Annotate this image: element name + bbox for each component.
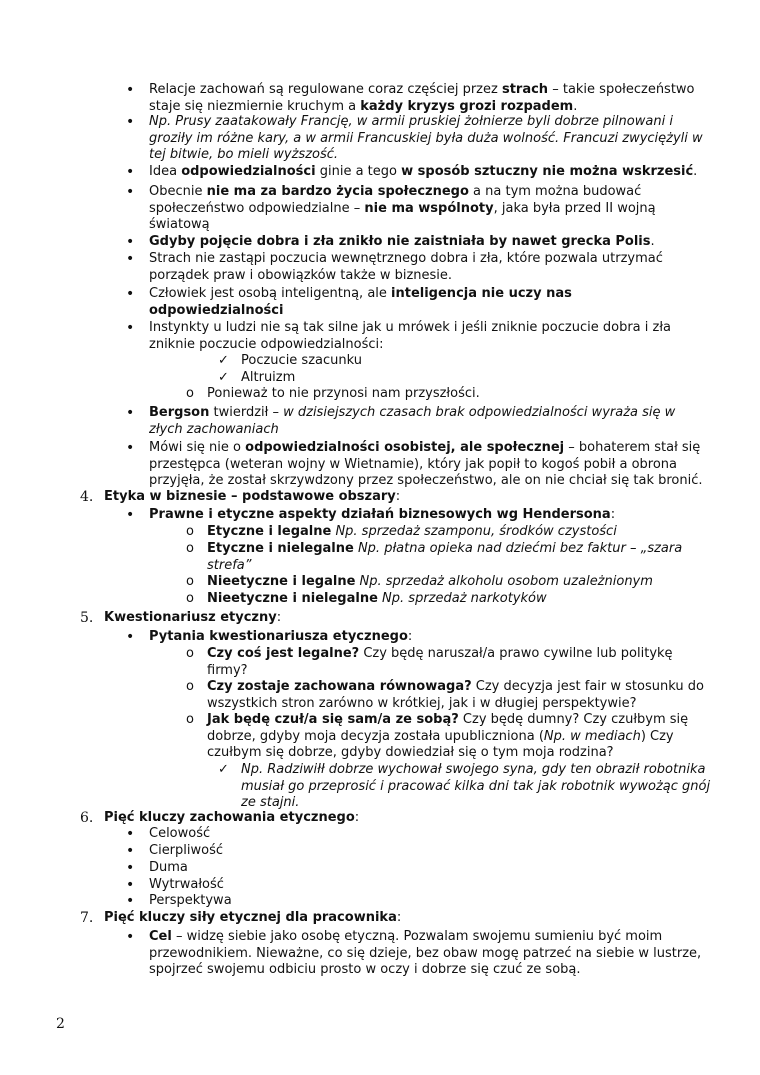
- check-icon: ✓: [218, 370, 229, 385]
- text-run: ginie a tego: [315, 164, 402, 179]
- sub-bullet-glyph: o: [186, 524, 194, 539]
- bold-text: w sposób sztuczny nie można wskrzesić: [401, 164, 694, 179]
- bullet-glyph: •: [126, 826, 135, 842]
- text-run: Relacje zachowań są regulowane coraz częściej przez: [149, 82, 502, 97]
- sub-item: [207, 679, 707, 712]
- text-run: .: [573, 98, 578, 114]
- text-run: Czy decyzja jest fair w stosunku do wszystkich stron zarówno w krótkiej, jak i w długiej perspektywie?: [207, 679, 704, 711]
- list-item: [149, 286, 709, 319]
- sub-item: Etyczne i nielegalne Np. płatna opieka nad dziećmi bez faktur – „szara strefa”: [207, 541, 683, 573]
- bullet-glyph: •: [126, 843, 135, 859]
- section-title: Etyka w biznesie – podstawowe obszary:: [104, 489, 401, 504]
- check-item: Altruizm: [241, 370, 296, 385]
- text-run: , jaka była przed II wojną światową: [149, 200, 656, 232]
- sub-item: Ponieważ to nie przynosi nam przyszłości.: [207, 386, 480, 401]
- list-item: [149, 82, 709, 115]
- text-run: Instynkty u ludzi nie są tak silne jak u mrówek i jeśli zniknie poczucie dobra i zła zniknie poczucie odpowiedzialności:: [149, 320, 671, 352]
- bold-text: Gdyby pojęcie dobra i zła znikło nie zaistniała by nawet grecka Polis: [149, 234, 651, 249]
- bold-text: Jak będę czuł/a się sam/a ze sobą?: [207, 712, 459, 727]
- text-run: Strach nie zastąpi poczucia wewnętrznego dobra i zła, które pozwala utrzymać porządek praw i obowiązków także w biznesie.: [149, 251, 663, 283]
- check-icon: ✓: [218, 353, 229, 368]
- page-number: 2: [56, 1016, 65, 1032]
- list-item: Celowość: [149, 826, 211, 841]
- bullet-glyph: •: [126, 82, 135, 98]
- sub-item: [207, 646, 707, 679]
- bullet-glyph: •: [126, 184, 135, 200]
- list-item: Prawne i etyczne aspekty działań biznesowych wg Hendersona:: [149, 507, 616, 522]
- bullet-glyph: •: [126, 405, 135, 421]
- text-run: – bohaterem stał się przestępca (weteran wojny w Wietnamie), który jak popił to kogoś pobił a obrona przyjęła, że został skrzywdzony przez społeczeństwo, ale on nie chciał się tak bronić.: [149, 440, 703, 488]
- list-item: Wytrwałość: [149, 877, 224, 892]
- section-number: 4.: [80, 489, 94, 505]
- list-item: [149, 405, 709, 438]
- text-run: Czy będę naruszał/a prawo cywilne lub politykę firmy?: [207, 646, 673, 678]
- text-run: twierdził –: [209, 405, 284, 420]
- bold-text: odpowiedzialności osobistej, ale społecznej: [245, 440, 565, 455]
- text-run: .: [693, 164, 698, 179]
- text-run: .: [650, 234, 655, 249]
- text-run: Człowiek jest osobą inteligentną, ale: [149, 286, 392, 301]
- bold-text: odpowiedzialności: [181, 164, 316, 179]
- bullet-glyph: •: [126, 164, 135, 180]
- text-run: Czy będę dumny? Czy czułbym się dobrze, gdyby moja decyzja została upubliczniona (: [207, 712, 689, 744]
- list-item: [149, 184, 709, 234]
- bold-text: każdy kryzys grozi rozpadem: [360, 98, 574, 114]
- section-number: 5.: [80, 610, 94, 626]
- bullet-glyph: •: [126, 629, 135, 645]
- bullet-glyph: •: [126, 320, 135, 336]
- text-run: ) Czy czułbym się dobrze, gdyby dowiedział się o tym moja rodzina?: [207, 728, 674, 760]
- list-item: Duma: [149, 860, 188, 875]
- list-item: [149, 234, 709, 251]
- list-item: [149, 251, 709, 284]
- bold-text: inteligencja nie uczy nas odpowiedzialności: [149, 286, 572, 318]
- text-run: Mówi się nie o: [149, 440, 246, 455]
- sub-bullet-glyph: o: [186, 386, 194, 401]
- text-run: a na tym można budować społeczeństwo odpowiedzialne –: [149, 184, 642, 216]
- sub-item: Nieetyczne i legalne Np. sprzedaż alkoholu osobom uzależnionym: [207, 574, 653, 589]
- sub-item: Etyczne i legalne Np. sprzedaż szamponu, środków czystości: [207, 524, 617, 539]
- bullet-glyph: •: [126, 877, 135, 893]
- bullet-glyph: •: [126, 234, 135, 250]
- section-title: Pięć kluczy siły etycznej dla pracownika:: [104, 910, 402, 925]
- text-run: Obecnie: [149, 184, 207, 199]
- bullet-glyph: •: [126, 440, 135, 456]
- check-item: Poczucie szacunku: [241, 353, 362, 368]
- list-item: Cierpliwość: [149, 843, 224, 858]
- sub-item: [207, 712, 707, 762]
- sub-bullet-glyph: o: [186, 679, 194, 694]
- check-icon: ✓: [218, 762, 229, 777]
- section-title: Kwestionariusz etyczny:: [104, 610, 282, 625]
- section-number: 7.: [80, 910, 94, 926]
- bullet-glyph: •: [126, 893, 135, 909]
- bold-text: nie ma za bardzo życia społecznego: [206, 184, 469, 199]
- sub-bullet-glyph: o: [186, 574, 194, 589]
- bullet-glyph: •: [126, 929, 135, 945]
- bold-text: Czy coś jest legalne?: [207, 646, 360, 661]
- section-title: Pięć kluczy zachowania etycznego:: [104, 810, 360, 825]
- check-item: Np. Radziwiłł dobrze wychował swojego syna, gdy ten obraził robotnika musiał go przeprosić i pracować kilka dni tak jak robotnik wywożąc gnój ze stajni.: [241, 762, 711, 810]
- bullet-glyph: •: [126, 860, 135, 876]
- bold-text: Czy zostaje zachowana równowaga?: [207, 679, 472, 694]
- bold-text: Bergson: [149, 405, 210, 420]
- bold-text: strach: [501, 82, 549, 97]
- list-item: [149, 114, 709, 164]
- bullet-glyph: •: [126, 286, 135, 302]
- sub-bullet-glyph: o: [186, 541, 194, 556]
- bullet-glyph: •: [126, 114, 135, 130]
- italic-text: w dzisiejszych czasach brak odpowiedzialności wyraża się w złych zachowaniach: [149, 405, 676, 437]
- list-item: [149, 320, 709, 353]
- bold-text: nie ma wspólnoty: [364, 200, 494, 216]
- bullet-glyph: •: [126, 251, 135, 267]
- sub-bullet-glyph: o: [186, 646, 194, 661]
- italic-text: Np. Prusy zaatakowały Francję, w armii pruskiej żołnierze byli dobrze pilnowani i groziły im różne kary, a w armii Francuskiej była duża wolność. Francuzi zwyciężyli w tej bitwie, bo mieli wyższość.: [149, 114, 703, 162]
- list-item: [149, 440, 709, 490]
- bullet-glyph: •: [126, 507, 135, 523]
- sub-bullet-glyph: o: [186, 712, 194, 727]
- sub-bullet-glyph: o: [186, 591, 194, 606]
- list-item: [149, 164, 709, 181]
- text-run: – takie społeczeństwo staje się niezmiernie kruchym a: [149, 82, 695, 114]
- list-item: Perspektywa: [149, 893, 232, 908]
- list-item: Pytania kwestionariusza etycznego:: [149, 629, 413, 644]
- sub-item: Nieetyczne i nielegalne Np. sprzedaż narkotyków: [207, 591, 547, 606]
- text-run: Idea: [149, 164, 182, 179]
- section-number: 6.: [80, 810, 94, 826]
- list-item: Cel – widzę siebie jako osobę etyczną. Pozwalam swojemu sumieniu być moim przewodnikiem. Nieważne, co się dzieje, bez obaw mogę patrzeć na siebie w lustrze, spojrzeć swojemu odbiciu prosto w oczy i dobrze się czuć ze sobą.: [149, 929, 702, 977]
- italic-text: Np. w mediach: [543, 728, 641, 744]
